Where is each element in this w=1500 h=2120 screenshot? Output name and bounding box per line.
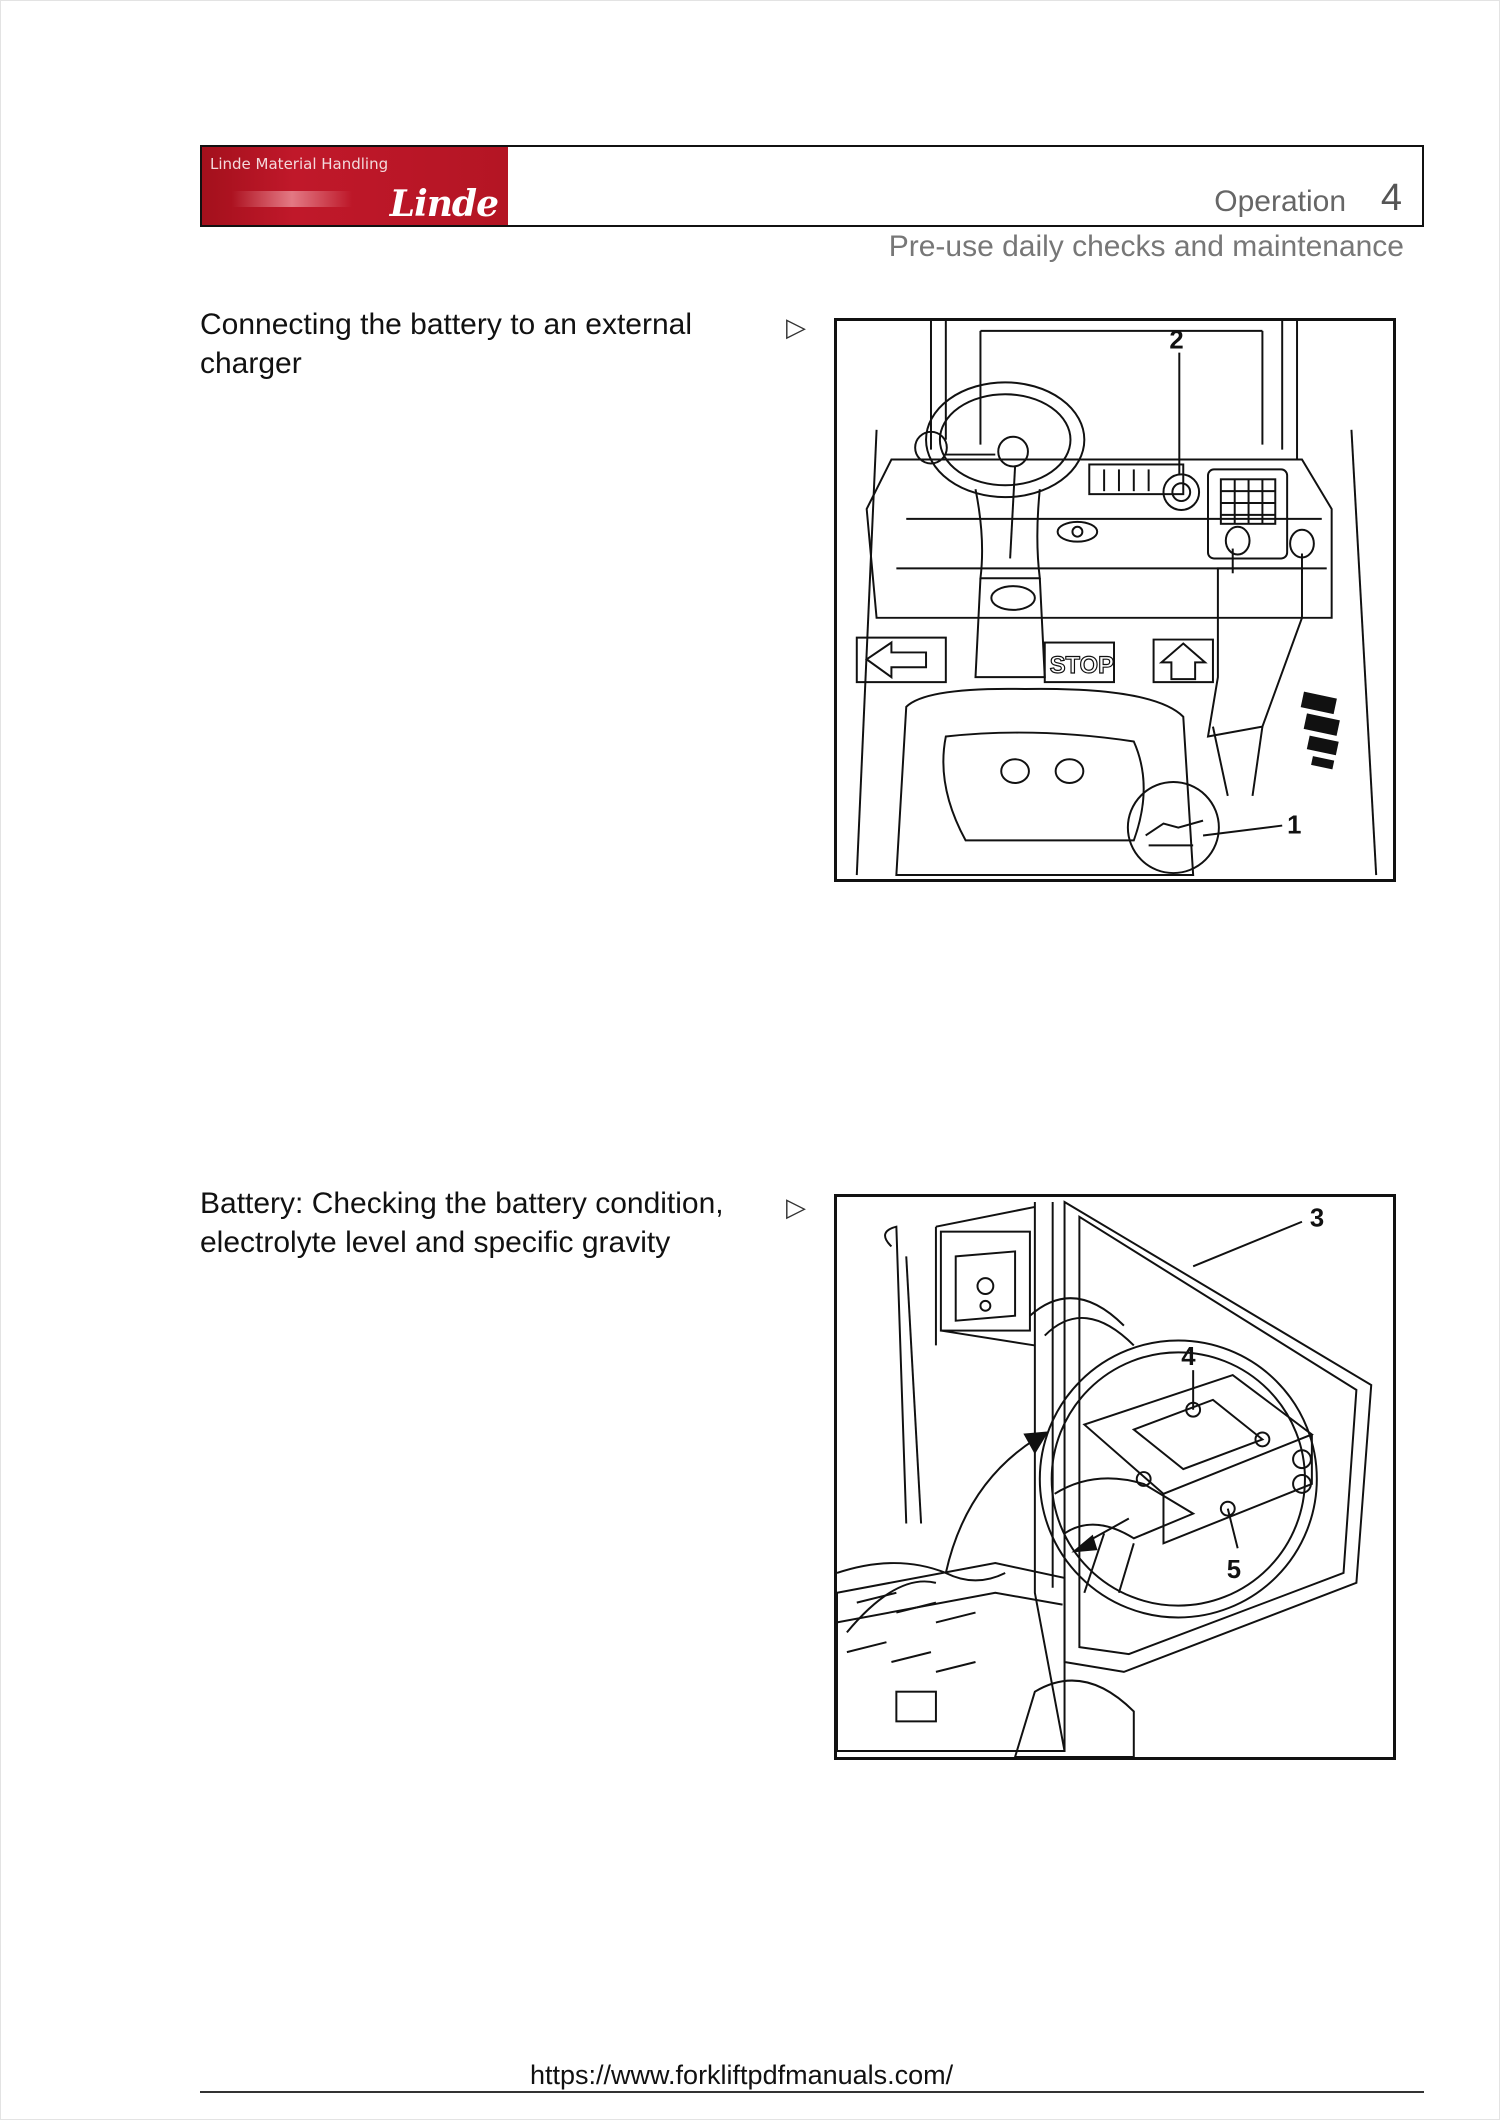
section-title-battery-check: Battery: Checking the battery condition, electrolyte level and specific gravity: [200, 1187, 724, 1259]
footer-rule: [200, 2091, 1424, 2093]
section-title-external-charger: Connecting the battery to an external charger: [200, 308, 692, 380]
callout-3: 3: [1309, 1204, 1325, 1233]
header-chapter-number: 4: [1380, 177, 1402, 219]
battery-compartment-illustration: [837, 1197, 1393, 1757]
page-header: [200, 145, 1424, 227]
footer-url: https://www.forkliftpdfmanuals.com/: [530, 2060, 954, 2090]
callout-1: 1: [1287, 811, 1302, 840]
stop-sign-text: STOP: [1049, 653, 1114, 680]
logo-company-text: Linde Material Handling: [210, 155, 389, 173]
callout-2: 2: [1169, 326, 1184, 355]
figure-battery-compartment: [834, 1194, 1396, 1760]
linde-logo: [202, 147, 508, 225]
page-subheader: Pre-use daily checks and maintenance: [888, 230, 1404, 263]
figure-reference-arrow-icon: ▷: [786, 312, 806, 342]
logo-gradient-band: [232, 191, 352, 207]
logo-brand-script: Linde: [389, 183, 498, 225]
callout-5: 5: [1226, 1555, 1242, 1584]
figure-reference-arrow-icon: ▷: [786, 1192, 806, 1222]
header-section-title: Operation: [1214, 185, 1346, 218]
cab-controls-illustration: [837, 321, 1393, 879]
figure-cab-controls: [834, 318, 1396, 882]
callout-4: 4: [1181, 1343, 1196, 1372]
